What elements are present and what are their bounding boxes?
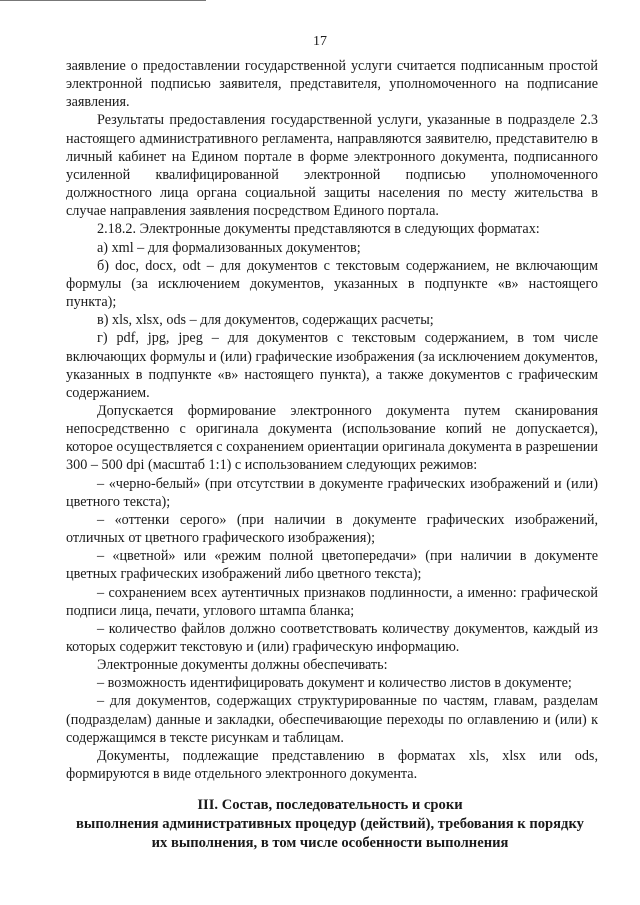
- paragraph: Допускается формирование электронного документа путем сканирования непосредственно с оригинала документа (использование копий не допускается), которое осуществляется с сохранением ориентации оригинала документа в разрешении 300 – 500 dpi (масштаб 1:1) с использованием следующих режимов:: [66, 402, 598, 474]
- document-body: [66, 57, 598, 783]
- list-item: – количество файлов должно соответствовать количеству документов, каждый из которых содержит текстовую и (или) графическую информацию.: [66, 620, 598, 655]
- list-item: г) pdf, jpg, jpeg – для документов с текстовым содержанием, в том числе включающих формулы и (или) графические изображения (за исключением документов, указанных в подпункте «в» настоящего пункта), а также документов с графическим содержанием.: [66, 330, 598, 401]
- list-item: – «черно-белый» (при отсутствии в документе графических изображений и (или) цветного текста);: [66, 475, 598, 510]
- paragraph: Электронные документы должны обеспечивать:: [97, 657, 388, 674]
- list-item: – «цветной» или «режим полной цветопередачи» (при наличии в документе цветных графических изображений либо цветного текста);: [66, 548, 598, 583]
- section-heading-line: их выполнения, в том числе особенности выполнения: [151, 835, 509, 851]
- paragraph: Результаты предоставления государственной услуги, указанные в подразделе 2.3 настоящего административного регламента, направляются заявителю, представителю в личный кабинет на Едином портале в форме электронного документа, подписанного усиленной квалифицированной электронной подписью уполномоченного должностного лица органа социальной защиты населения по месту жительства в случае направления заявления посредством Единого портала.: [66, 112, 598, 220]
- list-item: а) xml – для формализованных документов;: [97, 239, 361, 256]
- page-number: 17: [313, 34, 327, 49]
- section-heading-line: выполнения административных процедур (действий), требования к порядку: [76, 816, 584, 832]
- list-item: – возможность идентифицировать документ и количество листов в документе;: [97, 675, 572, 692]
- paragraph: заявление о предоставлении государственной услуги считается подписанным простой электронной подписью заявителя, представителя, уполномоченного на подписание заявления.: [66, 58, 598, 111]
- list-item: – сохранением всех аутентичных признаков подлинности, а именно: графической подписи лица, печати, углового штампа бланка;: [66, 584, 598, 619]
- list-item: б) doc, docx, odt – для документов с текстовым содержанием, не включающим формулы (за исключением документов, указанных в подпункте «в» настоящего пункта);: [66, 257, 598, 311]
- top-rule: [0, 0, 206, 1]
- paragraph: 2.18.2. Электронные документы представляются в следующих форматах:: [97, 221, 540, 238]
- section-heading: [60, 796, 600, 853]
- list-item: в) xls, xlsx, ods – для документов, содержащих расчеты;: [97, 312, 434, 329]
- paragraph: Документы, подлежащие представлению в форматах xls, xlsx или ods, формируются в виде отдельного электронного документа.: [66, 747, 598, 783]
- list-item: – для документов, содержащих структурированные по частям, главам, разделам (подразделам) данные и закладки, обеспечивающие переходы по оглавлению и (или) к содержащимся в тексте рисункам и таблицам.: [66, 693, 598, 746]
- section-heading-line: III. Состав, последовательность и сроки: [197, 797, 463, 813]
- list-item: – «оттенки серого» (при наличии в документе графических изображений, отличных от цветного графического изображения);: [66, 511, 598, 547]
